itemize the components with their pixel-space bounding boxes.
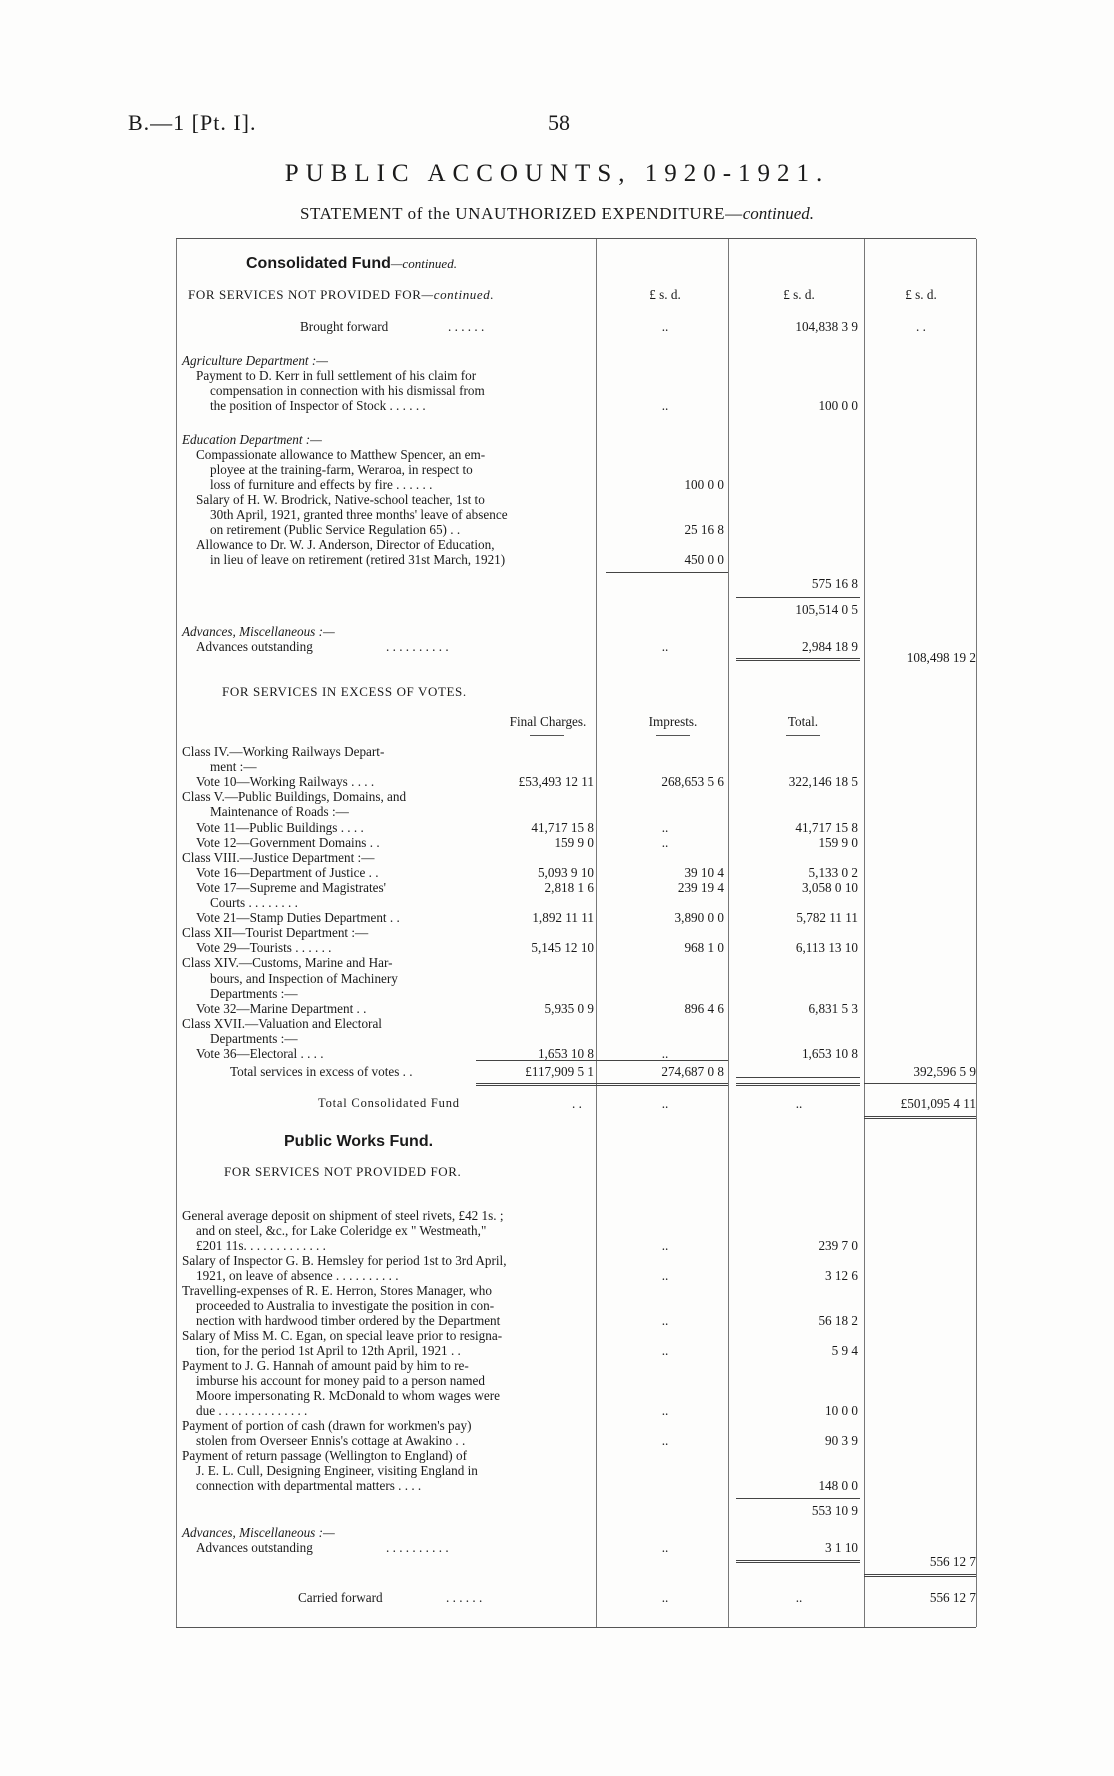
excess-row-imprest: 268,653 5 6 [661,774,724,790]
public-works-sub-heading: FOR SERVICES NOT PROVIDED FOR. [224,1164,462,1179]
pw-hemsley-c2: 3 12 6 [825,1268,858,1283]
subtitle-main: STATEMENT of the UNAUTHORIZED EXPENDITURE— [299,204,743,223]
education-line-8: in lieu of leave on retirement (retired 31st March, 1921) [210,552,506,567]
excess-row-text: Vote 10—Working Railways . . . . [196,774,375,790]
excess-row-text: Vote 17—Supreme and Magistrates' [196,879,387,895]
col2-header: £ s. d. [783,287,815,302]
excess-row-text: Class VIII.—Justice Department :— [182,849,375,865]
c3-total-rule [864,1083,976,1084]
excess-row-text: Vote 12—Government Domains . . [196,834,380,850]
public-works-line: Travelling-expenses of R. E. Herron, Stores Manager, who [182,1283,492,1299]
public-works-line: imburse his account for money paid to a person named [196,1373,485,1389]
pw-subtotal-rule [736,1498,860,1499]
grand-total-c1: .. [661,1096,669,1111]
excess-row-final-charge: 1,892 11 11 [532,910,594,926]
excess-row-imprest: .. [661,834,669,850]
public-works-line: Payment of return passage (Wellington to England) of [182,1448,467,1464]
public-works-line: proceeded to Australia to investigate the position in con- [196,1298,495,1314]
pw-advances-double-rule [736,1560,860,1563]
advances-label: Advances outstanding [196,639,313,654]
public-works-line: J. E. L. Cull, Designing Engineer, visiting England in [196,1463,478,1479]
page-title: PUBLIC ACCOUNTS, 1920-1921. [284,160,830,187]
excess-row-imprest: .. [661,1046,669,1061]
public-works-line: Salary of Inspector G. B. Hemsley for period 1st to 3rd April, [182,1253,507,1269]
education-line-7: Allowance to Dr. W. J. Anderson, Director of Education, [196,537,495,552]
imprests-header: Imprests. [648,714,698,729]
final-double-rule [476,1083,606,1086]
col1-header: £ s. d. [649,287,681,302]
grand-total-label: Total Consolidated Fund [318,1096,460,1110]
carried-forward-c2: .. [795,1590,803,1605]
total-imprests: 274,687 0 8 [661,1064,724,1079]
brought-forward-c3: . . [916,319,926,334]
services-sub-cont: —continued. [421,287,495,302]
consolidated-subtotal: 105,514 0 5 [795,602,858,617]
agriculture-line-2: compensation in connection with his dismissal from [210,383,485,398]
excess-row-final-charge: 1,653 10 8 [537,1046,594,1061]
excess-row-text: Vote 21—Stamp Duties Department . . [196,910,400,926]
pw-rivets-c1: .. [661,1238,669,1253]
agriculture-line-1: Payment to D. Kerr in full settlement of his claim for [196,368,477,383]
brought-forward-c2: 104,838 3 9 [795,319,858,334]
public-works-line: stolen from Overseer Ennis's cottage at Awakino . . [196,1433,466,1449]
c2-total-rule [736,1077,860,1078]
brought-forward-label: Brought forward [300,319,389,334]
agriculture-c1: .. [661,398,669,413]
education-line-6: on retirement (Public Service Regulation 65) . . [210,522,461,537]
pw-herron-c2: 56 18 2 [818,1313,858,1328]
advances-dots: . . . . . . . . . . [386,639,449,654]
excess-row-imprest: 896 4 6 [684,1000,724,1016]
pw-rivets-c2: 239 7 0 [818,1238,858,1253]
excess-votes-heading: FOR SERVICES IN EXCESS OF VOTES. [222,684,467,699]
col3-header: £ s. d. [905,287,937,302]
total-excess-c3: 392,596 5 9 [913,1064,976,1079]
pw-egan-c2: 5 9 4 [831,1343,858,1358]
agriculture-line-3: the position of Inspector of Stock . . . . . . [210,398,426,413]
excess-row-total: 41,717 15 8 [795,819,858,835]
total-excess-label: Total services in excess of votes . . [230,1064,413,1079]
document-reference: B.—1 [Pt. I]. [128,110,257,135]
excess-row-final-charge: 159 9 0 [554,834,594,850]
education-line-4: Salary of H. W. Brodrick, Native-school teacher, 1st to [196,492,485,507]
pw-egan-c1: .. [661,1343,669,1358]
pw-subtotal: 553 10 9 [811,1503,858,1518]
public-works-line: 1921, on leave of absence . . . . . . . . . . [196,1268,399,1284]
carried-forward-c3: 556 12 7 [929,1590,976,1605]
excess-row-text: Vote 32—Marine Department . . [196,1000,367,1016]
public-works-line: connection with departmental matters . . . . [196,1478,422,1494]
public-works-line: Moore impersonating R. McDonald to whom wages were [196,1388,500,1404]
grand-total-c2: .. [795,1096,803,1111]
column-rule-left [176,239,177,1627]
consolidated-fund-total: £501,095 4 11 [900,1096,976,1111]
subtitle-continued: continued. [742,204,815,223]
excess-row-final-charge: 5,935 0 9 [544,1000,594,1016]
excess-row-text: Maintenance of Roads :— [210,804,349,820]
excess-row-imprest: .. [661,819,669,835]
education-total: 575 16 8 [811,576,858,591]
agriculture-heading: Agriculture Department :— [182,353,329,368]
total-final-charges: £117,909 5 1 [525,1064,594,1079]
services-sub-text: FOR SERVICES NOT PROVIDED FOR [188,287,422,302]
public-works-line: nection with hardwood timber ordered by the Department [196,1313,501,1329]
brought-forward-c1: .. [661,319,669,334]
carried-forward-c1: .. [661,1590,669,1605]
excess-row-text: Class XII—Tourist Department :— [182,925,369,941]
grand-total-dots: . . [572,1096,582,1111]
excess-row-imprest: 3,890 0 0 [674,910,724,926]
pw-advances-heading: Advances, Miscellaneous :— [182,1525,335,1540]
advances-double-rule [736,658,860,661]
public-works-line: Payment of portion of cash (drawn for workmen's pay) [182,1418,472,1434]
column-rule-2 [728,239,729,1627]
excess-row-text: Vote 36—Electoral . . . . [196,1046,324,1061]
excess-row-text: Vote 29—Tourists . . . . . . [196,940,332,956]
pw-advances-c2: 3 1 10 [825,1540,858,1555]
public-works-line: Payment to J. G. Hannah of amount paid by him to re- [182,1358,469,1374]
final-charges-dash [530,735,564,736]
advances-c1: .. [661,639,669,654]
advances-c3: 108,498 19 2 [906,650,976,665]
excess-row-text: ment :— [210,759,257,775]
public-works-fund-heading: Public Works Fund. [284,1133,434,1150]
education-rule [606,572,728,573]
advances-heading: Advances, Miscellaneous :— [182,624,335,639]
excess-row-final-charge: 5,093 9 10 [537,864,594,880]
pw-ennis-c1: .. [661,1433,669,1448]
agriculture-c2: 100 0 0 [818,398,858,413]
excess-row-total: 322,146 18 5 [788,774,858,790]
final-charges-header: Final Charges. [509,714,587,729]
education-heading: Education Department :— [182,432,322,447]
education-c1-spencer: 100 0 0 [684,477,724,492]
pw-advances-c3: 556 12 7 [929,1554,976,1569]
excess-row-total: 5,782 11 11 [796,910,858,926]
pw-hannah-c1: .. [661,1403,669,1418]
public-works-line: £201 11s. . . . . . . . . . . . . [196,1238,326,1254]
pw-hemsley-c1: .. [661,1268,669,1283]
c2-double-rule [736,1083,860,1086]
page-number: 58 [548,110,570,135]
excess-row-text: Class XIV.—Customs, Marine and Har- [182,955,393,971]
pw-total-double-rule [864,1574,976,1577]
consolidated-fund-heading [246,256,457,271]
statement-subtitle [0,204,1114,224]
excess-row-total: 159 9 0 [818,834,858,850]
education-c1-brodrick: 25 16 8 [684,522,724,537]
public-works-line: due . . . . . . . . . . . . . . [196,1403,308,1419]
pw-hannah-c2: 10 0 0 [825,1403,858,1418]
imprests-double-rule [606,1083,728,1086]
excess-row-text: Class V.—Public Buildings, Domains, and [182,789,407,805]
excess-row-text: Departments :— [210,985,298,1001]
excess-row-total: 1,653 10 8 [801,1046,858,1061]
excess-row-text: Courts . . . . . . . . [210,895,298,910]
public-works-line: Salary of Miss M. C. Egan, on special leave prior to resigna- [182,1328,503,1344]
excess-row-text: Class XVII.—Valuation and Electoral [182,1015,382,1031]
education-line-2: ployee at the training-farm, Weraroa, in respect to [210,462,473,477]
column-rule-1 [596,239,597,1627]
excess-row-total: 6,831 5 3 [808,1000,858,1016]
grand-total-double-rule [864,1116,976,1119]
public-works-line: and on steel, &c., for Lake Coleridge ex " Westmeath," [196,1223,487,1239]
imprests-total-rule [606,1060,728,1061]
brought-forward-dots: . . . . . . [448,319,485,334]
consolidated-heading-text: Consolidated Fund [246,255,391,272]
column-rule-right [976,239,977,1627]
public-works-line: General average deposit on shipment of steel rivets, £42 1s. ; [182,1208,504,1223]
pw-ennis-c2: 90 3 9 [825,1433,858,1448]
public-works-line: tion, for the period 1st April to 12th April, 1921 . . [196,1343,461,1359]
excess-row-total: 6,113 13 10 [795,940,858,956]
excess-row-total: 3,058 0 10 [801,879,858,895]
excess-row-text: Class IV.—Working Railways Depart- [182,744,385,759]
excess-row-final-charge: 41,717 15 8 [531,819,594,835]
excess-row-text: bours, and Inspection of Machinery [210,970,398,986]
pw-advances-dots: . . . . . . . . . . [386,1540,449,1555]
imprests-dash [656,735,690,736]
services-not-provided-heading [188,287,494,302]
pw-advances-c1: .. [661,1540,669,1555]
excess-row-final-charge: £53,493 12 11 [518,774,594,790]
excess-row-text: Departments :— [210,1030,298,1046]
education-c1-anderson: 450 0 0 [684,552,724,567]
education-line-5: 30th April, 1921, granted three months' leave of absence [210,507,508,522]
pw-advances-label: Advances outstanding [196,1540,313,1555]
pw-herron-c1: .. [661,1313,669,1328]
column-rule-3 [864,239,865,1627]
excess-row-final-charge: 2,818 1 6 [544,879,594,895]
education-line-1: Compassionate allowance to Matthew Spencer, an em- [196,447,486,462]
excess-row-imprest: 39 10 4 [684,864,724,880]
advances-c2: 2,984 18 9 [801,639,858,654]
carried-forward-label: Carried forward [298,1590,383,1605]
consolidated-heading-cont: —continued. [390,256,457,271]
subtotal-rule [736,597,860,598]
excess-row-final-charge: 5,145 12 10 [531,940,594,956]
final-total-rule [476,1060,606,1061]
education-line-3: loss of furniture and effects by fire . . . . . . [210,477,433,492]
excess-row-imprest: 239 19 4 [677,879,724,895]
pw-cull-c2: 148 0 0 [818,1478,858,1493]
excess-row-text: Vote 16—Department of Justice . . [196,864,379,880]
excess-row-imprest: 968 1 0 [684,940,724,956]
excess-row-total: 5,133 0 2 [808,864,858,880]
carried-forward-dots: . . . . . . [446,1590,483,1605]
excess-row-text: Vote 11—Public Buildings . . . . [196,819,364,835]
total-header: Total. [787,714,819,729]
total-dash [786,735,820,736]
